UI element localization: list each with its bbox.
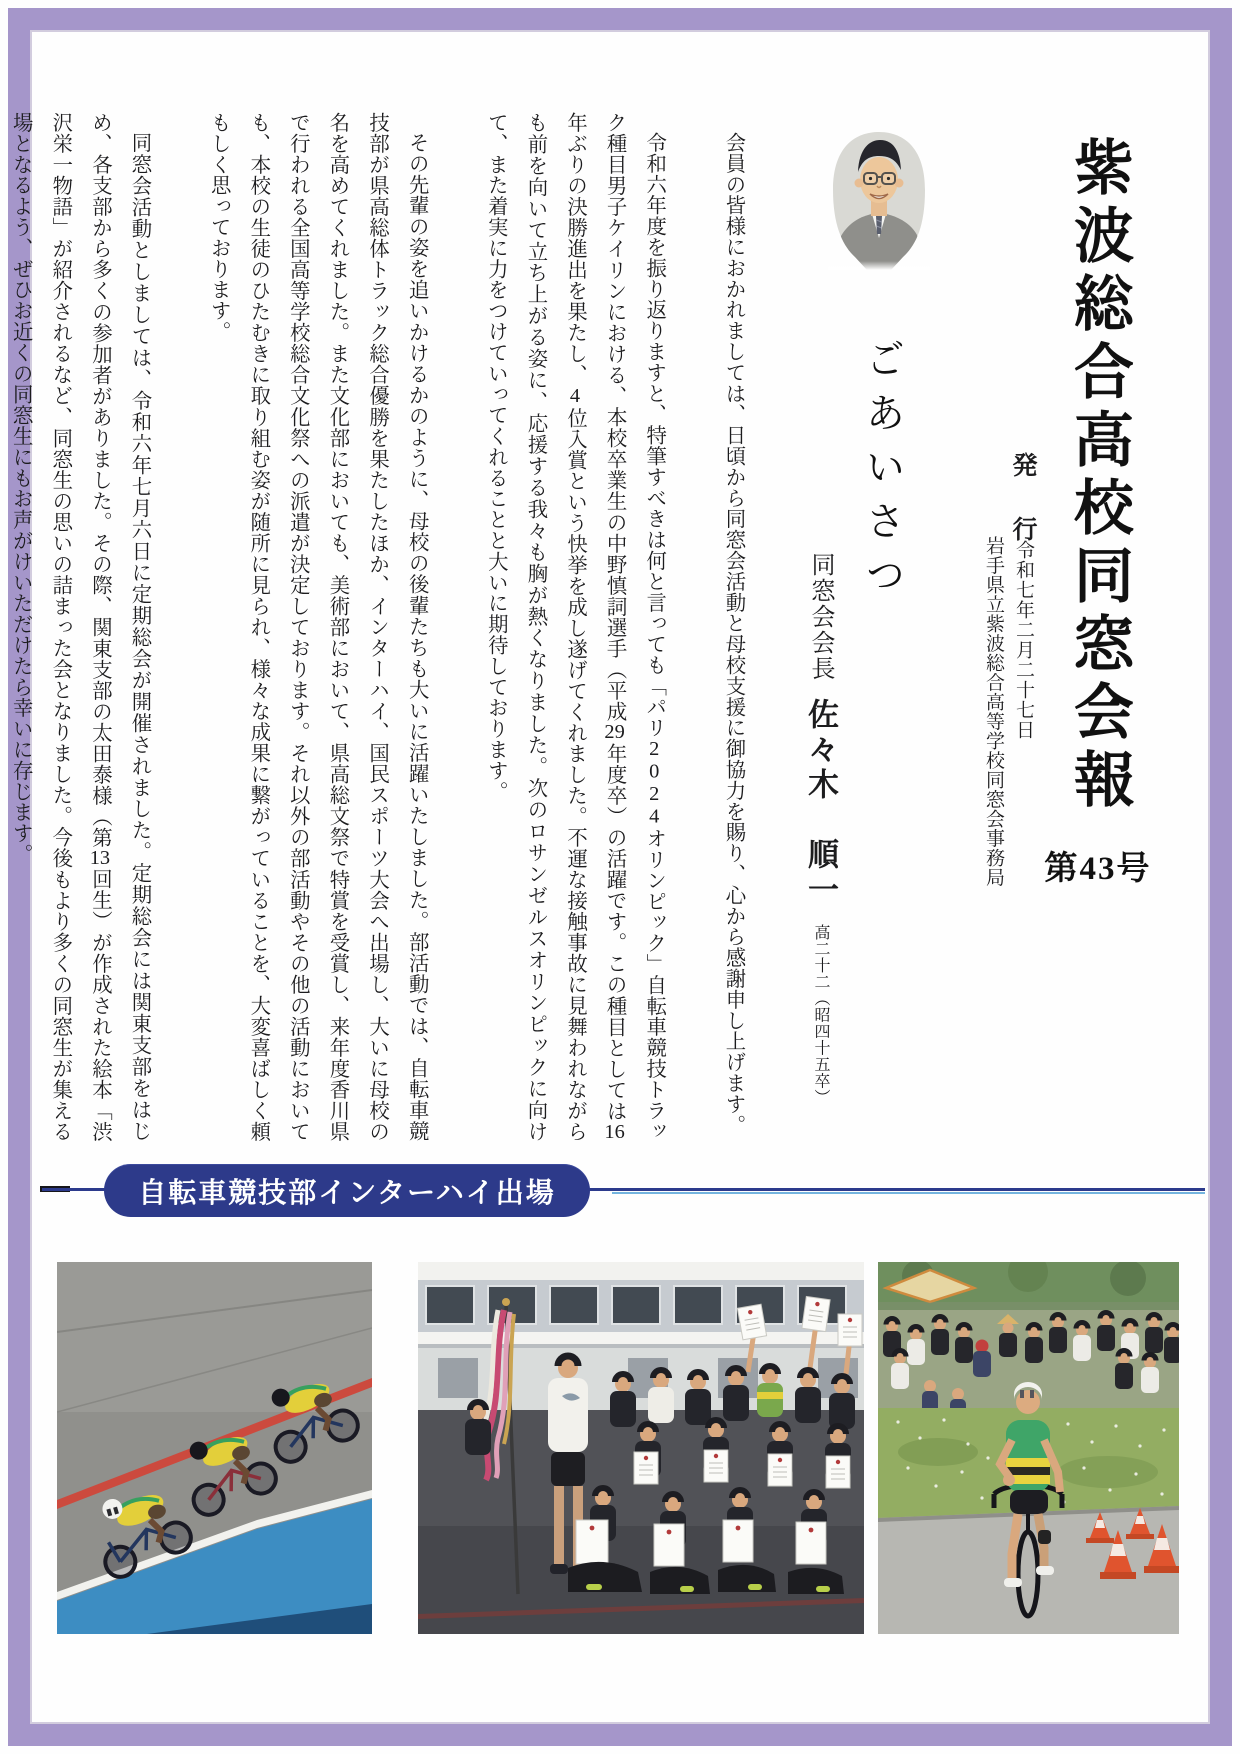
team-group-photo <box>418 1262 864 1634</box>
greeting-paragraph: その先輩の姿を追いかけるかのように、母校の後輩たちも大いに活躍いたしました。部活動では、自転車競技部が県高総体トラック総合優勝を果たしたほか、インターハイ、国民スポーツ大会へ出場し、大いに母校の名を高めてくれました。また文化部においても、美術部において、県高総文祭で特賞を受賞し、来年度香川県で行われる全国高等学校総合文化祭への派遣が決定しております。それ以外の部活動やその他の活動においても、本校の生徒のひたむきに取り組む姿が随所に見られ、様々な成果に繋がっていることを、大変喜ばしく頼もしく思っております。 <box>207 112 428 1142</box>
issue-number: 第43号 <box>1044 851 1152 887</box>
author-gap <box>812 682 829 698</box>
road-race-photo <box>878 1262 1179 1634</box>
greeting-paragraph: 同窓会活動としましては、令和六年七月六日に定期総会が開催されました。定期総会には関東支部をはじめ、各支部から多くの参加者がありました。その際、関東支部の太田泰様（第13回生）が作成された絵本「渋沢栄一物語」が紹介されるなど、同窓生の思いの詰まった会となりました。今後もより多くの同窓生が集える場となるよう、ぜひお近くの同窓生にもお声がけいただけたら幸いに存じます。 <box>9 112 151 1143</box>
publisher-name: 岩手県立紫波総合高等学校同窓会事務局 <box>983 536 1004 887</box>
section-ribbon-label: 自転車競技部インターハイ出場 <box>138 1176 556 1208</box>
author-name: 佐々木 順一 <box>803 698 838 908</box>
author-class-note: 高二十二（昭四十五卒） <box>812 924 829 1106</box>
author-role: 同窓会会長 <box>807 552 833 682</box>
section-ribbon <box>104 1164 590 1217</box>
greeting-heading: ごあいさつ <box>860 338 905 608</box>
greeting-author <box>798 552 861 1112</box>
greeting-paragraph: 会員の皆様におかれましては、日頃から同窓会活動と母校支援に御協力を賜り、心から感謝申し上げます。 <box>722 132 745 1136</box>
masthead-title: 紫波総合高校同窓会報 <box>1066 136 1132 816</box>
chairman-portrait-photo <box>828 128 930 270</box>
cycling-track-race-photo <box>57 1262 372 1634</box>
publish-label: 発 行 <box>1009 452 1036 548</box>
greeting-body-text <box>9 112 792 1143</box>
publish-date: 令和七年二月二十七日 <box>1013 540 1034 740</box>
section-rule-accent-line <box>612 1192 1205 1194</box>
author-gap <box>812 908 829 924</box>
greeting-paragraph: 令和六年度を振り返りますと、特筆すべきは何と言っても「パリ2024オリンピック」自転車競技トラック種目男子ケイリンにおける、本校卒業生の中野慎詞選手（平成29年度卒）の活躍です。この種目としては16年ぶりの決勝進出を果たし、4位入賞という快挙を成し遂げてくれました。不運な接触事故に見舞われながらも前を向いて立ち上がる姿に、応援する我々も胸が熱くなりました。次のロサンゼルスオリンピックに向けて、また着実に力をつけていってくれることと大いに期待しております。 <box>484 112 666 1143</box>
